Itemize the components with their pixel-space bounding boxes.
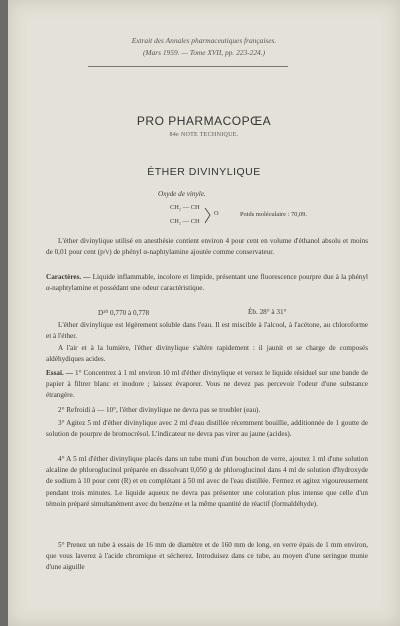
essai-paragraph: Essai. — 1° Concentrez à 1 ml environ 10 ml d'éther divinylique et versez le liquide résiduel sur une bande de papier à filtrer blanc et inodore ; laissez évaporer. Vous ne devez pas percevoir l'odeur d'une substance étrangère.: [46, 369, 369, 400]
document-page: [8, 0, 400, 626]
boiling-point: Éb. 28° à 31°: [248, 308, 287, 316]
source-line-1: Extrait des Annales pharmaceutiques françaises.: [131, 36, 277, 45]
intro-paragraph: L'éther divinylique utilisé en anesthésie contient environ 4 pour cent en volume d'éthanol absolu et moins de 0,01 pour cent (p/v) de phényl α-naphtylamine ajoutée comme conservateur.: [46, 237, 368, 257]
header-rule: [88, 66, 288, 67]
density: D²⁰ 0,770 à 0,778: [98, 309, 150, 317]
solubility-paragraph: L'éther divinylique est légèrement soluble dans l'eau. Il est miscible à l'alcool, à l'acétone, au chloroforme et à l'éther.: [46, 321, 368, 341]
section-title: ÉTHER DIVINYLIQUE: [147, 166, 261, 178]
test-item-3: 3° Agitez 5 ml d'éther divinylique avec 2 ml d'eau distillée récemment bouillie, additionnée de 1 goutte de solution de pourpre de bromocrésol. L'indicateur ne devra pas virer au jaune (acides).: [46, 419, 368, 439]
formula-line-1: CH₂ — CH: [170, 204, 200, 211]
source-line-2: (Mars 1959. — Tome XVII, pp. 223-224.): [142, 48, 266, 57]
test-item-4: 4° A 5 ml d'éther divinylique placés dans un tube muni d'un bouchon de verre, ajoutez 1 ml d'une solution alcaline de phloroglucinol préparée en dissolvant 0,050 g de phloroglucinol dans 4 ml de solution d'hydroxyde de sodium à 10 pour cent (R) et en complétant à 50 ml avec de l'eau distillée. Fermez et agitez vigoureusement pendant trois minutes. Le liquide aqueux ne devra pas présenter une coloration plus intense que celle d'un témoin préparé simultanément avec du benzène et la même quantité de réactif (formaldéhyde).: [46, 455, 368, 508]
characters-paragraph: Caractères. — Liquide inflammable, incolore et limpide, présentant une fluorescence pourpre due à la phényl α-naphtylamine et possédant une odeur caractéristique.: [46, 273, 368, 293]
formula-line-2: CH₂ — CH: [170, 218, 200, 225]
test-item-2: 2° Refroidi à — 10°, l'éther divinylique ne devra pas se troubler (eau).: [58, 406, 261, 414]
synonym: Oxyde de vinyle.: [158, 190, 206, 198]
molecular-weight: Poids moléculaire : 70,09.: [240, 211, 307, 218]
page-subtitle: 84e NOTE TECHNIQUE.: [169, 132, 239, 138]
light-paragraph: A l'air et à la lumière, l'éther divinylique s'altère rapidement : il jaunit et se charge de composés aldéhydiques acides.: [46, 344, 368, 364]
test-item-5: 5° Prenez un tube à essais de 16 mm de diamètre et de 160 mm de long, en verre épais de 1 mm environ, que vous laverez à l'acide chromique et sécherez. Introduisez dans ce tube, au moyen d'une seringue munie d'une aiguille: [46, 541, 368, 572]
essai-heading: Essai. —: [46, 369, 73, 377]
page-title: PRO PHARMACOPŒA: [136, 114, 272, 128]
formula-oxygen: O: [214, 210, 219, 217]
characters-heading: Caractères. —: [46, 273, 91, 281]
